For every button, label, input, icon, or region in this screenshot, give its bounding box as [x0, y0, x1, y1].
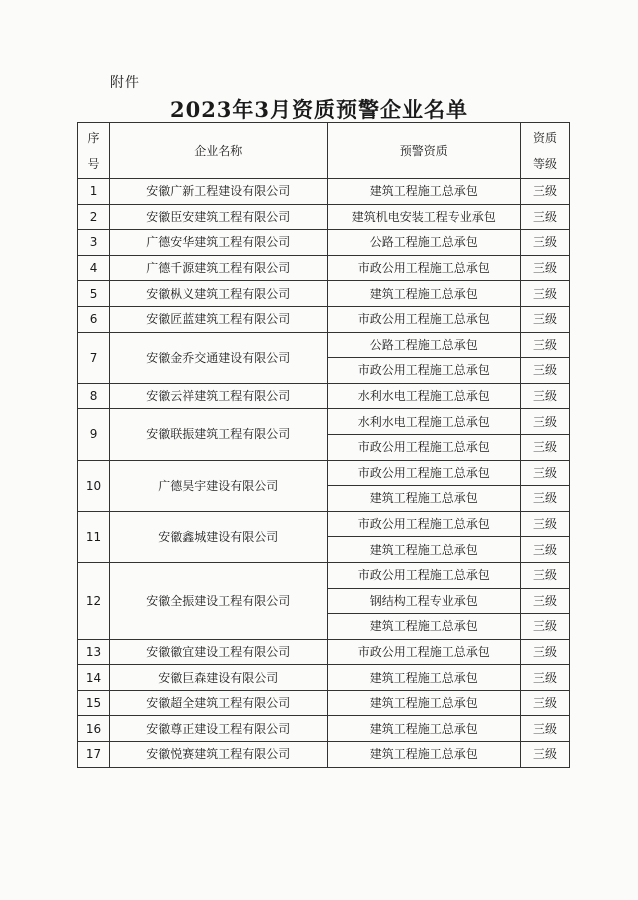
table-row: [78, 179, 570, 205]
page-title: 2023年3月资质预警企业名单: [169, 97, 469, 122]
table-row: [78, 690, 570, 716]
table-row: [78, 665, 570, 691]
level-cell: 三级: [520, 409, 569, 435]
attachment-label: 附件: [110, 75, 140, 91]
qualification-cell: 市政公用工程施工总承包: [327, 639, 520, 665]
level-cell: 三级: [520, 511, 569, 537]
enterprise-name-cell: 安徽超全建筑工程有限公司: [110, 690, 327, 716]
serial-number-cell: 11: [78, 511, 110, 562]
level-cell: 三级: [520, 665, 569, 691]
enterprise-name-cell: 广德昊宇建设有限公司: [110, 460, 327, 511]
serial-number-cell: 4: [78, 255, 110, 281]
level-cell: 三级: [520, 716, 569, 742]
enterprise-name-cell: 安徽枞义建筑工程有限公司: [110, 281, 327, 307]
level-cell: 三级: [520, 434, 569, 460]
serial-number-cell: 1: [78, 179, 110, 205]
qualification-cell: 建筑工程施工总承包: [327, 716, 520, 742]
qualification-cell: 建筑工程施工总承包: [327, 179, 520, 205]
enterprise-name-cell: 安徽金乔交通建设有限公司: [110, 332, 327, 383]
table-row: [78, 639, 570, 665]
qualification-cell: 水利水电工程施工总承包: [327, 383, 520, 409]
enterprise-name-cell: 广德千源建筑工程有限公司: [110, 255, 327, 281]
serial-number-cell: 6: [78, 306, 110, 332]
enterprise-name-cell: 安徽云祥建筑工程有限公司: [110, 383, 327, 409]
qualification-cell: 市政公用工程施工总承包: [327, 434, 520, 460]
serial-number-cell: 15: [78, 690, 110, 716]
header-level-top: 资质: [532, 130, 557, 145]
table-header-row: [78, 123, 570, 179]
enterprise-name-cell: 安徽广新工程建设有限公司: [110, 179, 327, 205]
level-cell: 三级: [520, 742, 569, 768]
enterprise-name-cell: 安徽联振建筑工程有限公司: [110, 409, 327, 460]
enterprise-name-cell: 安徽悦赛建筑工程有限公司: [110, 742, 327, 768]
enterprise-name-cell: 安徽徽宜建设工程有限公司: [110, 639, 327, 665]
header-serial-bottom: 号: [87, 156, 100, 171]
serial-number-cell: 16: [78, 716, 110, 742]
serial-number-cell: 7: [78, 332, 110, 383]
header-warning-qualification: 预警资质: [327, 123, 520, 179]
qualification-cell: 公路工程施工总承包: [327, 332, 520, 358]
qualification-cell: 建筑机电安装工程专业承包: [327, 204, 520, 230]
table-row: [78, 511, 570, 537]
qualification-cell: 市政公用工程施工总承包: [327, 306, 520, 332]
qualification-cell: 公路工程施工总承包: [327, 230, 520, 256]
level-cell: 三级: [520, 460, 569, 486]
qualification-cell: 市政公用工程施工总承包: [327, 511, 520, 537]
level-cell: 三级: [520, 306, 569, 332]
level-cell: 三级: [520, 486, 569, 512]
level-cell: 三级: [520, 255, 569, 281]
level-cell: 三级: [520, 690, 569, 716]
header-serial-top: 序: [87, 130, 100, 145]
level-cell: 三级: [520, 204, 569, 230]
level-cell: 三级: [520, 614, 569, 640]
table-row: [78, 204, 570, 230]
table-row: [78, 383, 570, 409]
table-row: [78, 409, 570, 435]
level-cell: 三级: [520, 332, 569, 358]
level-cell: 三级: [520, 230, 569, 256]
serial-number-cell: 2: [78, 204, 110, 230]
serial-number-cell: 14: [78, 665, 110, 691]
qualification-cell: 水利水电工程施工总承包: [327, 409, 520, 435]
qualification-cell: 市政公用工程施工总承包: [327, 358, 520, 384]
table-row: [78, 562, 570, 588]
qualification-cell: 市政公用工程施工总承包: [327, 562, 520, 588]
serial-number-cell: 5: [78, 281, 110, 307]
qualification-cell: 建筑工程施工总承包: [327, 486, 520, 512]
table-row: [78, 742, 570, 768]
serial-number-cell: 8: [78, 383, 110, 409]
qualification-cell: 建筑工程施工总承包: [327, 537, 520, 563]
serial-number-cell: 9: [78, 409, 110, 460]
table-row: [78, 230, 570, 256]
serial-number-cell: 17: [78, 742, 110, 768]
table-row: [78, 332, 570, 358]
qualification-cell: 钢结构工程专业承包: [327, 588, 520, 614]
table-row: [78, 716, 570, 742]
enterprise-name-cell: 广德安华建筑工程有限公司: [110, 230, 327, 256]
qualification-cell: 建筑工程施工总承包: [327, 665, 520, 691]
qualification-cell: 建筑工程施工总承包: [327, 281, 520, 307]
header-level-bottom: 等级: [532, 156, 557, 171]
table-row: [78, 255, 570, 281]
serial-number-cell: 10: [78, 460, 110, 511]
qualification-cell: 建筑工程施工总承包: [327, 614, 520, 640]
qualification-cell: 市政公用工程施工总承包: [327, 255, 520, 281]
header-serial-number: [78, 123, 110, 179]
enterprise-name-cell: 安徽匠蓝建筑工程有限公司: [110, 306, 327, 332]
qualification-cell: 市政公用工程施工总承包: [327, 460, 520, 486]
table-body: [78, 179, 570, 768]
serial-number-cell: 13: [78, 639, 110, 665]
enterprise-name-cell: 安徽尊正建设工程有限公司: [110, 716, 327, 742]
table-row: [78, 281, 570, 307]
level-cell: 三级: [520, 639, 569, 665]
level-cell: 三级: [520, 383, 569, 409]
qualification-cell: 建筑工程施工总承包: [327, 742, 520, 768]
qualification-cell: 建筑工程施工总承包: [327, 690, 520, 716]
serial-number-cell: 3: [78, 230, 110, 256]
level-cell: 三级: [520, 281, 569, 307]
table-row: [78, 306, 570, 332]
serial-number-cell: 12: [78, 562, 110, 639]
enterprise-name-cell: 安徽巨森建设有限公司: [110, 665, 327, 691]
enterprise-name-cell: 安徽鑫城建设有限公司: [110, 511, 327, 562]
level-cell: 三级: [520, 588, 569, 614]
level-cell: 三级: [520, 537, 569, 563]
warning-enterprise-table: [77, 122, 570, 768]
table-row: [78, 460, 570, 486]
header-enterprise-name: 企业名称: [110, 123, 327, 179]
header-qualification-level: [520, 123, 569, 179]
enterprise-name-cell: 安徽臣安建筑工程有限公司: [110, 204, 327, 230]
level-cell: 三级: [520, 179, 569, 205]
enterprise-name-cell: 安徽全振建设工程有限公司: [110, 562, 327, 639]
level-cell: 三级: [520, 358, 569, 384]
level-cell: 三级: [520, 562, 569, 588]
